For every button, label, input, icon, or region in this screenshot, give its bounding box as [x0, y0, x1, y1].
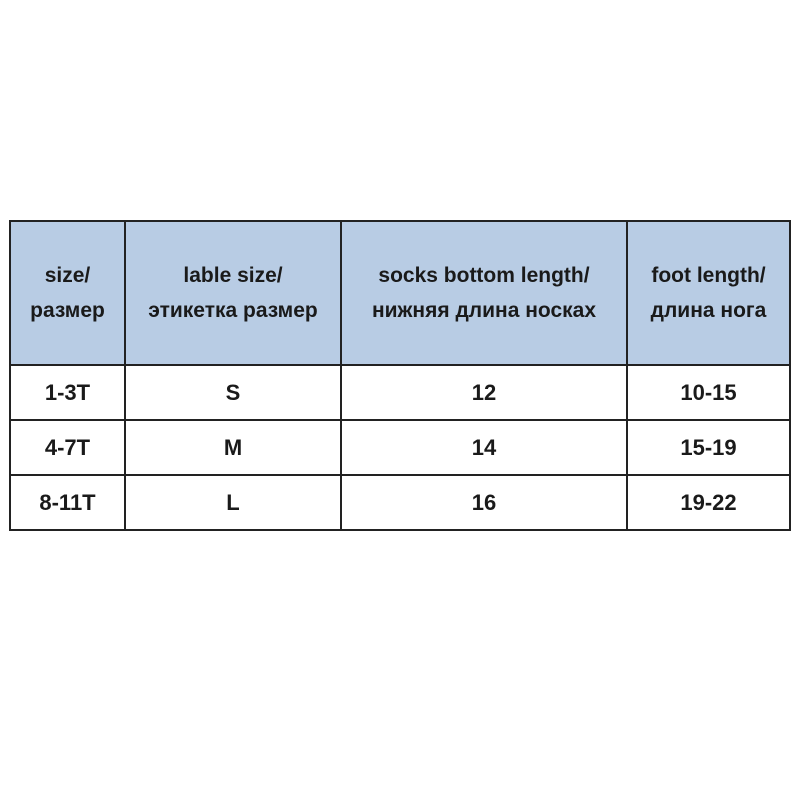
cell-foot-length: 15-19 — [627, 420, 790, 475]
cell-label-size: L — [125, 475, 341, 530]
header-size-en: size/ — [44, 264, 91, 287]
header-foot-length-ru: длина нога — [650, 299, 767, 322]
cell-foot-length: 19-22 — [627, 475, 790, 530]
cell-size: 8-11T — [10, 475, 125, 530]
cell-label-size: M — [125, 420, 341, 475]
header-socks-bottom-length — [341, 221, 627, 365]
size-chart-table — [9, 220, 791, 531]
cell-socks-bottom-length: 14 — [341, 420, 627, 475]
header-socks-bottom-length-en: socks bottom length/ — [378, 264, 590, 287]
header-label-size — [125, 221, 341, 365]
cell-foot-length: 10-15 — [627, 365, 790, 420]
header-label-size-en: lable size/ — [183, 264, 283, 287]
cell-label-size: S — [125, 365, 341, 420]
cell-size: 1-3T — [10, 365, 125, 420]
cell-socks-bottom-length: 12 — [341, 365, 627, 420]
table-row — [10, 420, 790, 475]
cell-socks-bottom-length: 16 — [341, 475, 627, 530]
table-row — [10, 475, 790, 530]
header-foot-length — [627, 221, 790, 365]
header-size — [10, 221, 125, 365]
header-foot-length-en: foot length/ — [651, 264, 766, 287]
header-row — [10, 221, 790, 365]
cell-size: 4-7T — [10, 420, 125, 475]
header-label-size-ru: этикетка размер — [148, 299, 318, 322]
table-row — [10, 365, 790, 420]
header-socks-bottom-length-ru: нижняя длина носках — [371, 299, 597, 322]
header-size-ru: размер — [30, 299, 105, 322]
